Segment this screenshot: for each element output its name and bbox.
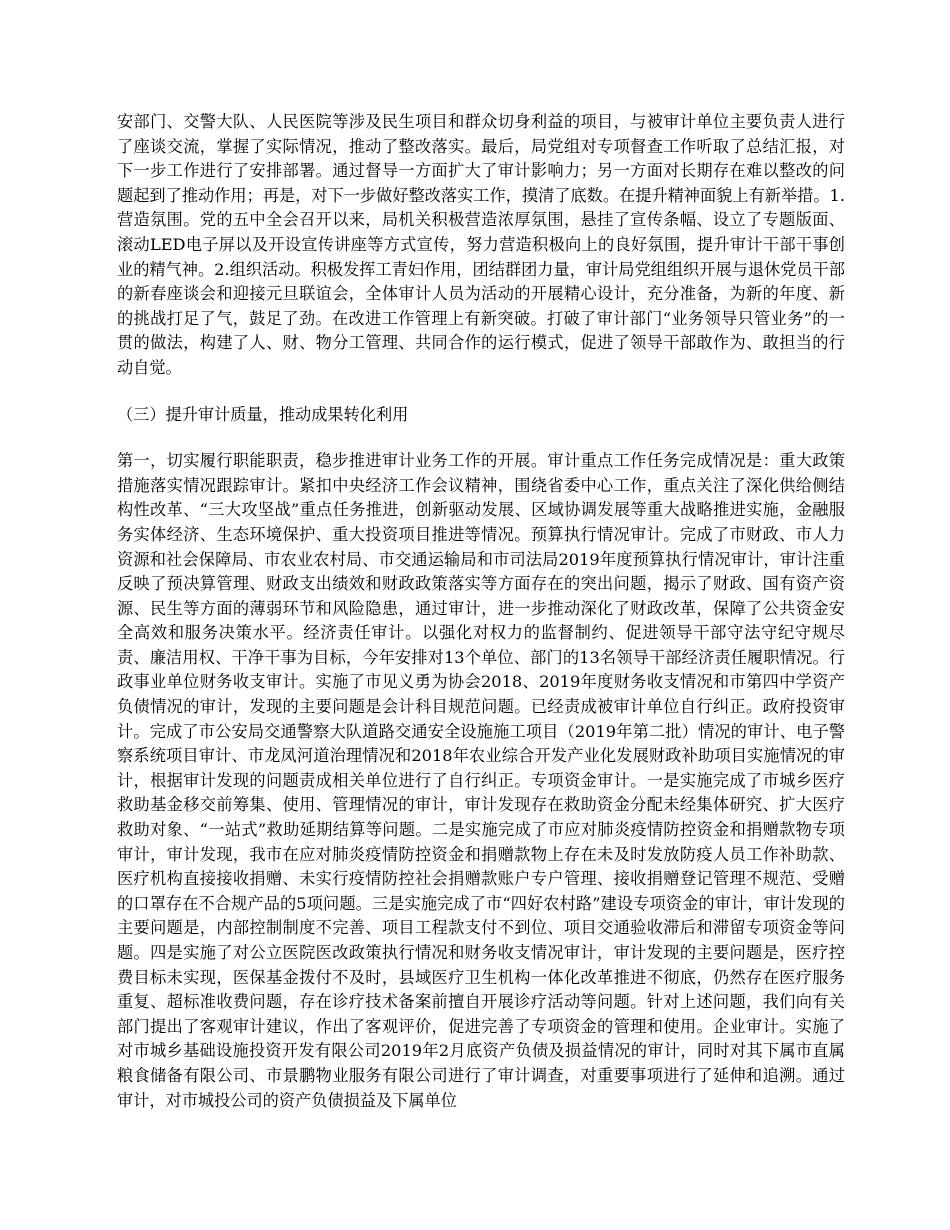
document-page xyxy=(117,110,845,1113)
body-paragraph-1: 安部门、交警大队、人民医院等涉及民生项目和群众切身利益的项目，与被审计单位主要负责人进行了座谈交流，掌握了实际情况，推动了整改落实。最后，局党组对专项督查工作听取了总结汇报，对下一步工作进行了安排部署。通过督导一方面扩大了审计影响力；另一方面对长期存在难以整改的问题起到了推动作用；再是，对下一步做好整改落实工作，摸清了底数。在提升精神面貌上有新举措。1.营造氛围。党的五中全会召开以来，局机关积极营造浓厚氛围，悬挂了宣传条幅、设立了专题版面、滚动LED电子屏以及开设宣传讲座等方式宣传，努力营造积极向上的良好氛围，提升审计干部干事创业的精气神。2.组织活动。积极发挥工青妇作用，团结群团力量，审计局党组组织开展与退休党员干部的新春座谈会和迎接元旦联谊会，全体审计人员为活动的开展精心设计，充分准备，为新的年度、新的挑战打足了气，鼓足了劲。在改进工作管理上有新突破。打破了审计部门“业务领导只管业务”的一贯的做法，构建了人、财、物分工管理、共同合作的运行模式，促进了领导干部敢作为、敢担当的行动自觉。 xyxy=(117,112,845,377)
body-paragraph-2: 第一，切实履行职能职责，稳步推进审计业务工作的开展。审计重点工作任务完成情况是：重大政策措施落实情况跟踪审计。紧扣中央经济工作会议精神，围绕省委中心工作，重点关注了深化供给侧结构性改革、“三大攻坚战”重点任务推进，创新驱动发展、区域协调发展等重大战略推进实施，金融服务实体经济、生态环境保护、重大投资项目推进等情况。预算执行情况审计。完成了市财政、市人力资源和社会保障局、市农业农村局、市交通运输局和市司法局2019年度预算执行情况审计，审计注重反映了预决算管理、财政支出绩效和财政政策落实等方面存在的突出问题，揭示了财政、国有资产资源、民生等方面的薄弱环节和风险隐患，通过审计，进一步推动深化了财政改革，保障了公共资金安全高效和服务决策水平。经济责任审计。以强化对权力的监督制约、促进领导干部守法守纪守规尽责、廉洁用权、干净干事为目标，今年安排对13个单位、部门的13名领导干部经济责任履职情况。行政事业单位财务收支审计。实施了市见义勇为协会2018、2019年度财务收支情况和市第四中学资产负债情况的审计，发现的主要问题是会计科目规范问题。已经责成被审计单位自行纠正。政府投资审计。完成了市公安局交通警察大队道路交通安全设施施工项目（2019年第二批）情况的审计、电子警察系统项目审计、市龙凤河道治理情况和2018年农业综合开发产业化发展财政补助项目实施情况的审计，根据审计发现的问题责成相关单位进行了自行纠正。专项资金审计。一是实施完成了市城乡医疗救助基金移交前筹集、使用、管理情况的审计，审计发现存在救助资金分配未经集体研究、扩大医疗救助对象、“一站式”救助延期结算等问题。二是实施完成了市应对肺炎疫情防控资金和捐赠款物专项审计，审计发现，我市在应对肺炎疫情防控资金和捐赠款物上存在未及时发放防疫人员工作补助款、医疗机构直接接收捐赠、未实行疫情防控社会捐赠款账户专户管理、接收捐赠登记管理不规范、受赠的口罩存在不合规产品的5项问题。三是实施完成了市“四好农村路”建设专项资金的审计，审计发现的主要问题是，内部控制制度不完善、项目工程款支付不到位、项目交通验收滞后和滞留专项资金等问题。四是实施了对公立医院医改政策执行情况和财务收支情况审计，审计发现的主要问题是，医疗控费目标未实现，医保基金拨付不及时，县域医疗卫生机构一体化改革推进不彻底，仍然存在医疗服务重复、超标准收费问题，存在诊疗技术备案前擅自开展诊疗活动等问题。针对上述问题，我们向有关部门提出了客观审计建议，作出了客观评价，促进完善了专项资金的管理和使用。企业审计。实施了对市城乡基础设施投资开发有限公司2019年2月底资产负债及损益情况的审计，同时对其下属市直属粮食储备有限公司、市景鹏物业服务有限公司进行了审计调查，对重要事项进行了延伸和追溯。通过审计，对市城投公司的资产负债损益及下属单位 xyxy=(117,451,845,1110)
section-heading: （三）提升审计质量，推动成果转化利用 xyxy=(117,404,409,424)
